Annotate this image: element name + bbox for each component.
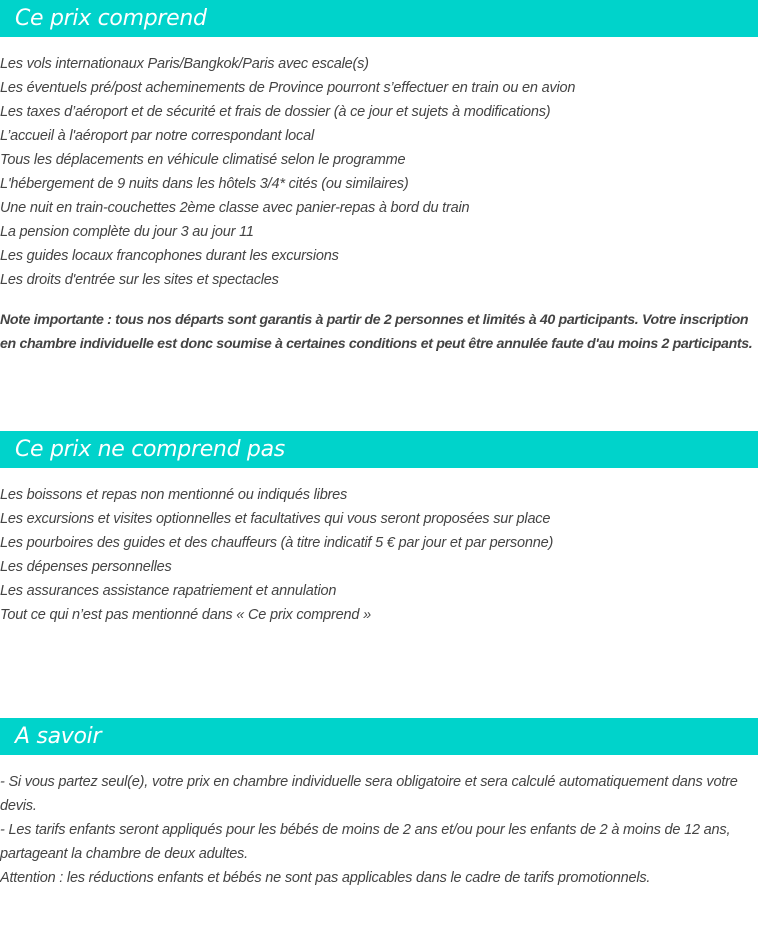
good-to-know-section-header [0,718,758,755]
list-item: Tous les déplacements en véhicule climatisé selon le programme [0,152,406,168]
excluded-list [0,483,553,627]
list-item: La pension complète du jour 3 au jour 11 [0,224,254,240]
included-section-title: Ce prix comprend [15,6,207,31]
excluded-section-title: Ce prix ne comprend pas [15,437,285,462]
list-item: L’accueil à l'aéroport par notre correspondant local [0,128,314,144]
included-list [0,52,575,292]
list-item: Les excursions et visites optionnelles et facultatives qui vous seront proposées sur place [0,511,551,527]
list-item: Les guides locaux francophones durant les excursions [0,248,339,264]
list-item: Les boissons et repas non mentionné ou indiqués libres [0,487,348,503]
good-to-know-paragraph: - Les tarifs enfants seront appliqués pour les bébés de moins de 2 ans et/ou pour les enfants de 2 à moins de 12 ans, partageant la chambre de deux adultes. [0,822,731,862]
list-item: L'hébergement de 9 nuits dans les hôtels 3/4* cités (ou similaires) [0,176,409,192]
list-item: Les taxes d’aéroport et de sécurité et frais de dossier (à ce jour et sujets à modifications) [0,104,551,120]
good-to-know-paragraph: Attention : les réductions enfants et bébés ne sont pas applicables dans le cadre de tarifs promotionnels. [0,870,651,886]
list-item: Les droits d'entrée sur les sites et spectacles [0,272,279,288]
included-section-header [0,0,758,37]
good-to-know-section-title: A savoir [15,724,102,749]
list-item: Les éventuels pré/post acheminements de Province pourront s’effectuer en train ou en avion [0,80,576,96]
good-to-know-paragraph: - Si vous partez seul(e), votre prix en chambre individuelle sera obligatoire et sera calculé automatiquement dans votre devis. [0,774,738,814]
important-note: Note importante : tous nos départs sont garantis à partir de 2 personnes et limités à 40 participants. Votre inscription en chambre individuelle est donc soumise à certaines conditions et peut être annulée faute d'au moins 2 participants. [0,312,753,352]
list-item: Les assurances assistance rapatriement et annulation [0,583,337,599]
list-item: Les vols internationaux Paris/Bangkok/Paris avec escale(s) [0,56,369,72]
good-to-know-content [0,770,758,890]
excluded-section-header [0,431,758,468]
list-item: Une nuit en train-couchettes 2ème classe avec panier-repas à bord du train [0,200,470,216]
list-item: Tout ce qui n’est pas mentionné dans « Ce prix comprend » [0,607,371,623]
list-item: Les dépenses personnelles [0,559,172,575]
list-item: Les pourboires des guides et des chauffeurs (à titre indicatif 5 € par jour et par personne) [0,535,554,551]
